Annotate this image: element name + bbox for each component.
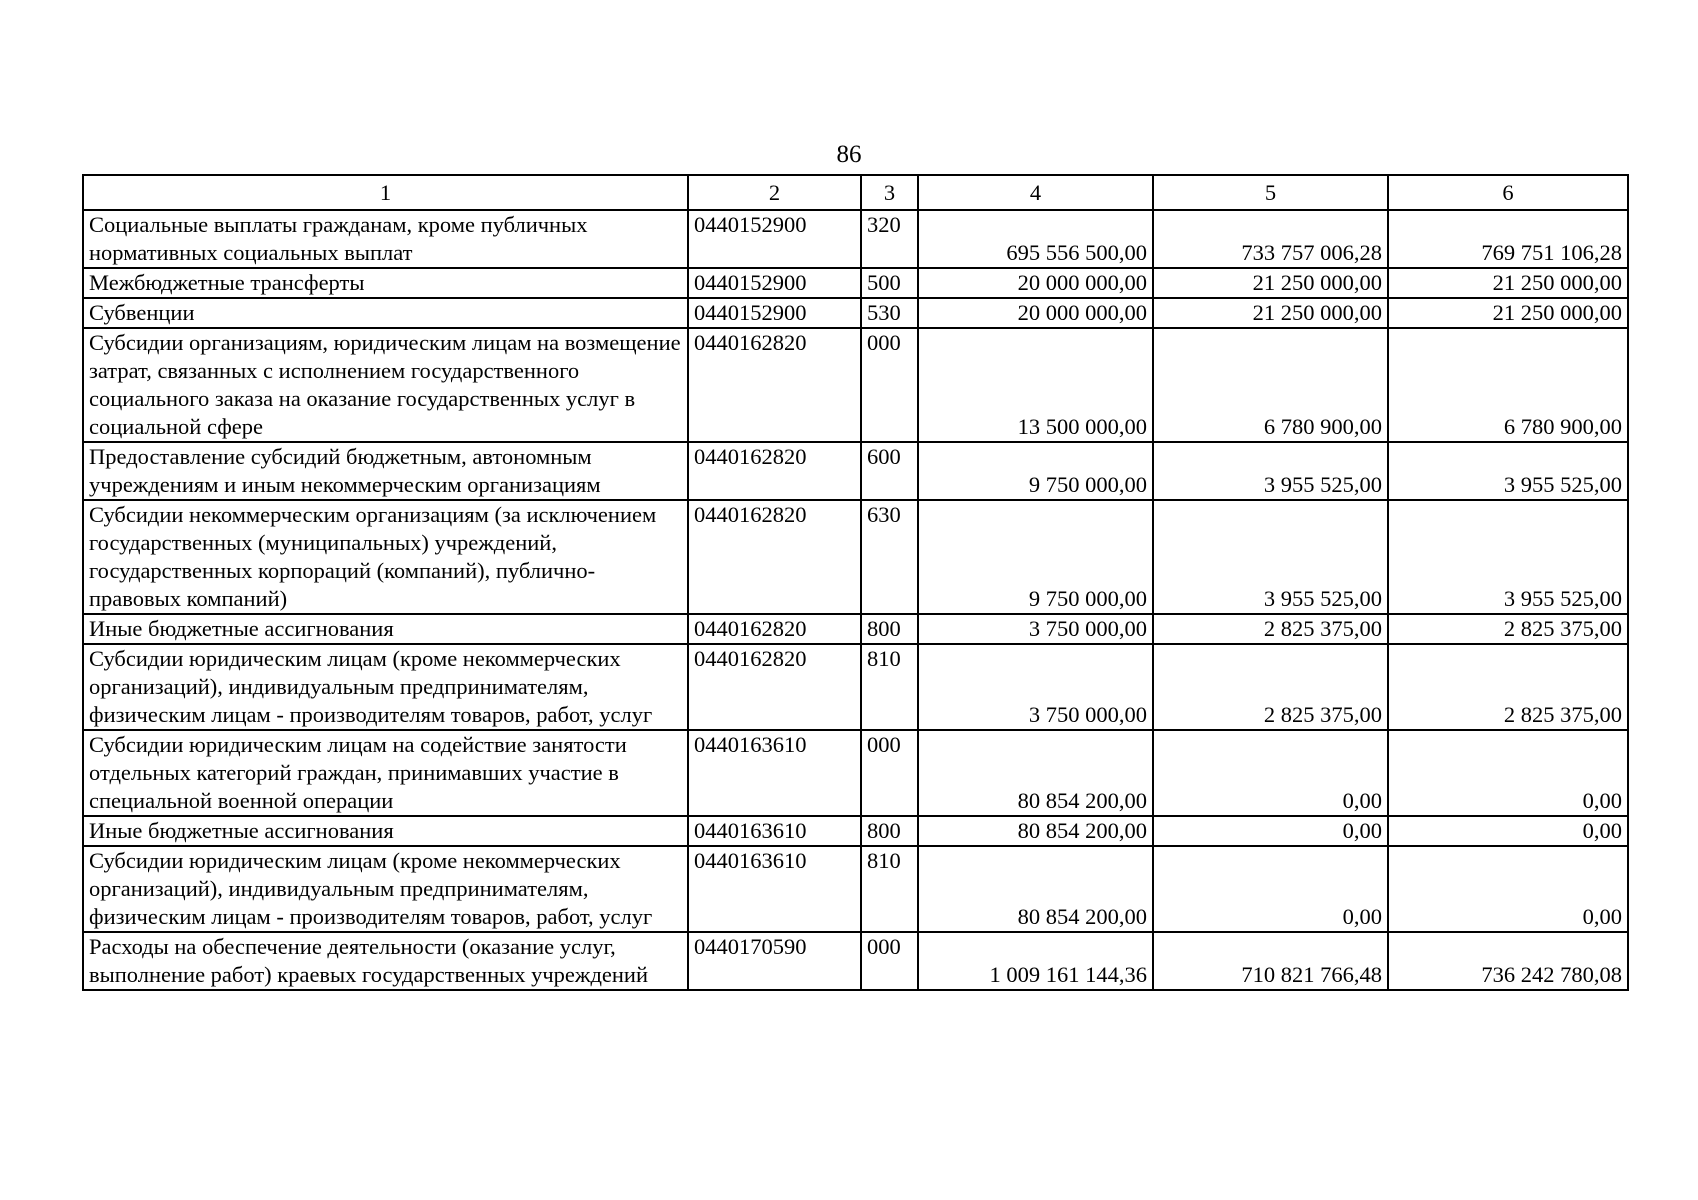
target-code: 0440152900 <box>688 298 861 328</box>
amount-col4: 20 000 000,00 <box>918 298 1153 328</box>
column-header: 6 <box>1388 175 1628 210</box>
amount-col4: 1 009 161 144,36 <box>918 932 1153 990</box>
expense-type-code: 000 <box>861 932 918 990</box>
amount-col5: 21 250 000,00 <box>1153 268 1388 298</box>
amount-col4: 3 750 000,00 <box>918 644 1153 730</box>
amount-col6: 0,00 <box>1388 730 1628 816</box>
expense-name: Субвенции <box>83 298 688 328</box>
amount-col5: 2 825 375,00 <box>1153 644 1388 730</box>
page-number: 86 <box>836 141 862 168</box>
table-row <box>83 442 1628 500</box>
amount-col4: 3 750 000,00 <box>918 614 1153 644</box>
expense-name: Субсидии организациям, юридическим лицам на возмещение затрат, связанных с исполнением государственного социального заказа на оказание государственных услуг в социальной сфере <box>83 328 688 442</box>
amount-col5: 3 955 525,00 <box>1153 500 1388 614</box>
amount-col6: 2 825 375,00 <box>1388 614 1628 644</box>
expense-name: Социальные выплаты гражданам, кроме публичных нормативных социальных выплат <box>83 210 688 268</box>
amount-col5: 2 825 375,00 <box>1153 614 1388 644</box>
target-code: 0440162820 <box>688 500 861 614</box>
expense-type-code: 810 <box>861 644 918 730</box>
expense-name: Субсидии юридическим лицам (кроме некоммерческих организаций), индивидуальным предпринимателям, физическим лицам - производителям товаров, работ, услуг <box>83 846 688 932</box>
target-code: 0440152900 <box>688 268 861 298</box>
table-row <box>83 268 1628 298</box>
expense-type-code: 000 <box>861 328 918 442</box>
expense-type-code: 000 <box>861 730 918 816</box>
table-row <box>83 500 1628 614</box>
budget-table <box>82 174 1629 991</box>
expense-type-code: 630 <box>861 500 918 614</box>
table-row <box>83 644 1628 730</box>
table-row <box>83 298 1628 328</box>
amount-col6: 0,00 <box>1388 846 1628 932</box>
expense-name: Субсидии юридическим лицам (кроме некоммерческих организаций), индивидуальным предпринимателям, физическим лицам - производителям товаров, работ, услуг <box>83 644 688 730</box>
amount-col6: 6 780 900,00 <box>1388 328 1628 442</box>
amount-col5: 0,00 <box>1153 730 1388 816</box>
expense-name: Субсидии некоммерческим организациям (за исключением государственных (муниципальных) учреждений, государственных корпораций (компаний), публично-правовых компаний) <box>83 500 688 614</box>
expense-name: Субсидии юридическим лицам на содействие занятости отдельных категорий граждан, принимавших участие в специальной военной операции <box>83 730 688 816</box>
expense-name: Предоставление субсидий бюджетным, автономным учреждениям и иным некоммерческим организациям <box>83 442 688 500</box>
expense-name: Расходы на обеспечение деятельности (оказание услуг, выполнение работ) краевых государственных учреждений <box>83 932 688 990</box>
amount-col5: 6 780 900,00 <box>1153 328 1388 442</box>
expense-name: Межбюджетные трансферты <box>83 268 688 298</box>
amount-col4: 13 500 000,00 <box>918 328 1153 442</box>
expense-name: Иные бюджетные ассигнования <box>83 614 688 644</box>
table-row <box>83 730 1628 816</box>
amount-col6: 736 242 780,08 <box>1388 932 1628 990</box>
column-header: 2 <box>688 175 861 210</box>
expense-type-code: 810 <box>861 846 918 932</box>
table-row <box>83 816 1628 846</box>
column-header: 3 <box>861 175 918 210</box>
target-code: 0440163610 <box>688 816 861 846</box>
amount-col6: 2 825 375,00 <box>1388 644 1628 730</box>
amount-col5: 0,00 <box>1153 816 1388 846</box>
amount-col5: 710 821 766,48 <box>1153 932 1388 990</box>
amount-col6: 3 955 525,00 <box>1388 442 1628 500</box>
header-row <box>83 175 1628 210</box>
target-code: 0440152900 <box>688 210 861 268</box>
expense-type-code: 530 <box>861 298 918 328</box>
table-row <box>83 614 1628 644</box>
expense-type-code: 600 <box>861 442 918 500</box>
table-row <box>83 210 1628 268</box>
target-code: 0440162820 <box>688 442 861 500</box>
expense-type-code: 800 <box>861 614 918 644</box>
target-code: 0440170590 <box>688 932 861 990</box>
expense-name: Иные бюджетные ассигнования <box>83 816 688 846</box>
target-code: 0440162820 <box>688 614 861 644</box>
amount-col5: 733 757 006,28 <box>1153 210 1388 268</box>
target-code: 0440163610 <box>688 846 861 932</box>
amount-col4: 9 750 000,00 <box>918 442 1153 500</box>
table-row <box>83 328 1628 442</box>
amount-col5: 3 955 525,00 <box>1153 442 1388 500</box>
amount-col4: 80 854 200,00 <box>918 730 1153 816</box>
table-row <box>83 846 1628 932</box>
target-code: 0440162820 <box>688 328 861 442</box>
amount-col6: 21 250 000,00 <box>1388 268 1628 298</box>
amount-col4: 80 854 200,00 <box>918 846 1153 932</box>
column-header: 5 <box>1153 175 1388 210</box>
amount-col6: 21 250 000,00 <box>1388 298 1628 328</box>
amount-col4: 9 750 000,00 <box>918 500 1153 614</box>
amount-col6: 3 955 525,00 <box>1388 500 1628 614</box>
amount-col6: 0,00 <box>1388 816 1628 846</box>
column-header: 4 <box>918 175 1153 210</box>
amount-col5: 21 250 000,00 <box>1153 298 1388 328</box>
expense-type-code: 500 <box>861 268 918 298</box>
amount-col5: 0,00 <box>1153 846 1388 932</box>
table-row <box>83 932 1628 990</box>
amount-col4: 80 854 200,00 <box>918 816 1153 846</box>
target-code: 0440163610 <box>688 730 861 816</box>
column-header: 1 <box>83 175 688 210</box>
expense-type-code: 320 <box>861 210 918 268</box>
amount-col6: 769 751 106,28 <box>1388 210 1628 268</box>
amount-col4: 695 556 500,00 <box>918 210 1153 268</box>
target-code: 0440162820 <box>688 644 861 730</box>
expense-type-code: 800 <box>861 816 918 846</box>
amount-col4: 20 000 000,00 <box>918 268 1153 298</box>
